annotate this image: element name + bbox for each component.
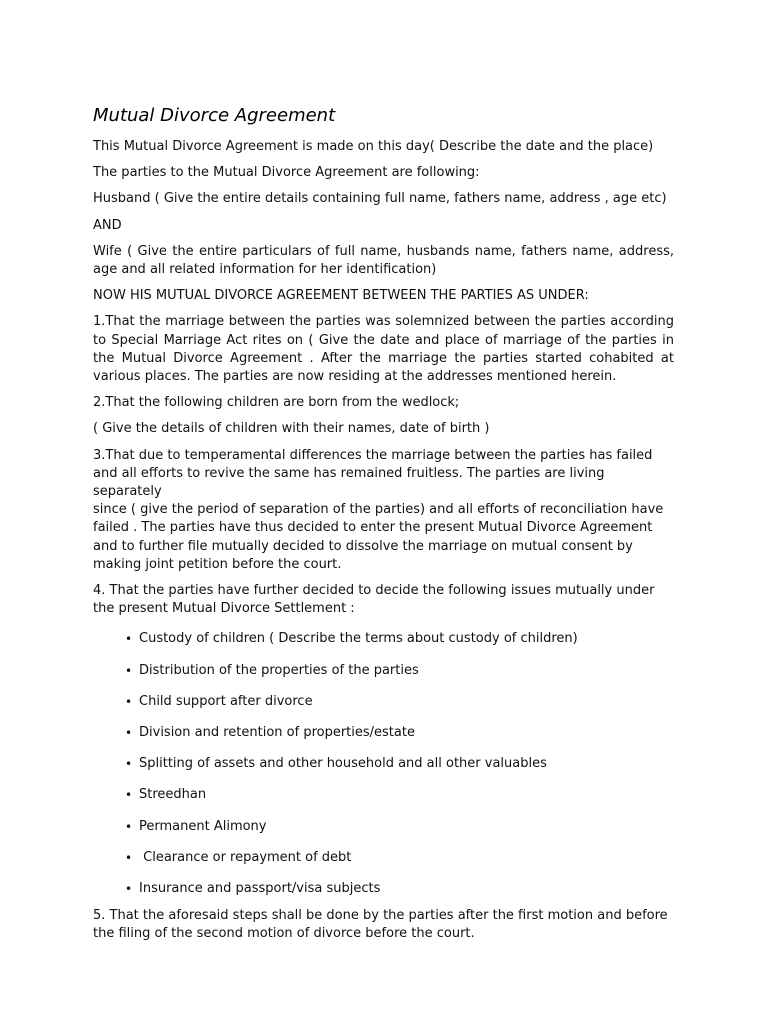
bullet-icon: • (125, 632, 133, 647)
document-title: Mutual Divorce Agreement (93, 105, 336, 126)
bullet-icon: • (125, 788, 133, 803)
list-item (93, 849, 674, 880)
list-item-text: Permanent Alimony (139, 818, 267, 834)
bullet-icon: • (125, 819, 133, 834)
clause-3-line: and to further file mutually decided to dissolve the marriage on mutual consent by (93, 538, 633, 554)
clause-3-line: since ( give the period of separation of the parties) and all efforts of reconciliation have (93, 502, 664, 518)
clause-3-line: 3.That due to temperamental differences the marriage between the parties has failed (93, 447, 653, 463)
list-item (93, 724, 674, 755)
document-page (93, 104, 674, 952)
list-item (93, 755, 674, 786)
list-item-text: Clearance or repayment of debt (139, 849, 352, 865)
clause-heading: NOW HIS MUTUAL DIVORCE AGREEMENT BETWEEN THE PARTIES AS UNDER: (93, 288, 589, 304)
bullet-icon: • (125, 663, 133, 678)
intro-paragraph: This Mutual Divorce Agreement is made on this day( Describe the date and the place) (93, 139, 654, 154)
clause-2-detail-paragraph: ( Give the details of children with their names, date of birth ) (93, 421, 490, 437)
clause-2-paragraph: 2.That the following children are born from the wedlock; (93, 395, 460, 411)
list-item-text: Custody of children ( Describe the terms about custody of children) (139, 631, 578, 647)
and-paragraph: AND (93, 217, 122, 233)
bullet-icon: • (125, 850, 133, 865)
bullet-icon: • (125, 694, 133, 709)
clause-5-paragraph (93, 907, 674, 943)
list-item (93, 630, 674, 661)
bullet-icon: • (125, 726, 133, 741)
clause-4-line: 4. That the parties have further decided to decide the following issues mutually under (93, 583, 655, 599)
list-item-text: Division and retention of properties/estate (139, 725, 415, 741)
list-item (93, 693, 674, 724)
clause-1-paragraph: 1.That the marriage between the parties was solemnized between the parties according to Special Marriage Act rites on ( Give the date and place of marriage of the parties in the Mutual Divorce Agreement . After the marriage the parties started cohabited at various places. The parties are now residing at the addresses mentioned herein. (93, 314, 674, 385)
list-item (93, 818, 674, 849)
clause-3-line: and all efforts to revive the same has remained fruitless. The parties are living separately (93, 465, 605, 500)
clause-3-paragraph (93, 447, 674, 574)
bullet-icon: • (125, 757, 133, 772)
list-item-text: Splitting of assets and other household and all other valuables (139, 756, 547, 772)
bullet-icon: • (125, 881, 133, 896)
clause-5-line: the filing of the second motion of divorce before the court. (93, 926, 475, 942)
list-item (93, 662, 674, 693)
list-item-text: Distribution of the properties of the parties (139, 662, 419, 678)
parties-intro-paragraph: The parties to the Mutual Divorce Agreement are following: (93, 165, 480, 181)
list-item-text: Insurance and passport/visa subjects (139, 880, 381, 896)
clause-3-line: making joint petition before the court. (93, 556, 342, 572)
list-item-text: Streedhan (139, 787, 207, 803)
clause-4-line: the present Mutual Divorce Settlement : (93, 601, 355, 617)
list-item-text: Child support after divorce (139, 693, 313, 709)
clause-3-line: failed . The parties have thus decided to enter the present Mutual Divorce Agreement (93, 520, 653, 536)
issues-list (93, 630, 674, 911)
list-item (93, 880, 674, 911)
clause-4-paragraph (93, 582, 674, 618)
husband-paragraph: Husband ( Give the entire details containing full name, fathers name, address , age etc) (93, 191, 667, 207)
list-item (93, 786, 674, 817)
clause-5-line: 5. That the aforesaid steps shall be done by the parties after the first motion and before (93, 908, 668, 924)
wife-paragraph: Wife ( Give the entire particulars of full name, husbands name, fathers name, address, age and all related information for her identification) (93, 243, 674, 278)
